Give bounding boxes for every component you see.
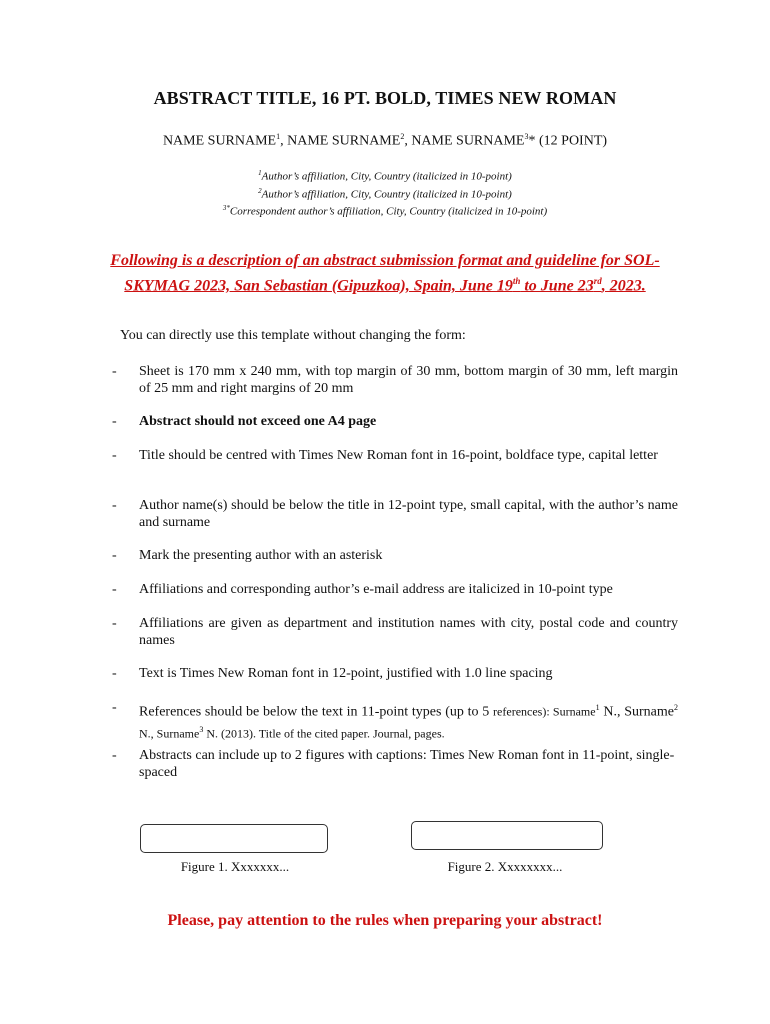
author-sep-1: , (280, 133, 288, 149)
reference-sup-2: 2 (674, 703, 678, 712)
notice-part-2: to June 23 (520, 277, 594, 295)
affiliation-1 (0, 166, 770, 184)
affiliation-2-text: Author’s affiliation, City, Country (italicized in 10-point) (261, 188, 512, 201)
closing-remark: Please, pay attention to the rules when preparing your abstract! (167, 912, 603, 929)
affiliation-3-sup: 3* (222, 204, 230, 213)
bullet-marker: - (112, 582, 117, 597)
abstract-title: ABSTRACT TITLE, 16 PT. BOLD, TIMES NEW ROMAN (153, 88, 617, 108)
affiliation-2 (0, 184, 770, 202)
reference-text-2: references): Surname (493, 704, 596, 719)
submission-notice (90, 251, 680, 296)
bullet-text: Author name(s) should be below the title in 12-point type, small capital, with the author’s name and surname (139, 498, 678, 530)
author-3-sup: 3 (524, 132, 529, 141)
author-1-sup: 1 (276, 132, 281, 141)
affiliations-block (0, 166, 770, 219)
bullet-marker: - (112, 414, 117, 429)
bullet-marker: - (112, 748, 117, 763)
bullet-marker: - (112, 498, 117, 513)
author-sep-2: , (404, 133, 412, 149)
bullet-marker: - (112, 364, 117, 379)
affiliation-3-text: Correspondent author’s affiliation, City, Country (italicized in 10-point) (229, 205, 548, 218)
affiliation-3 (0, 201, 770, 219)
bullet-text: Abstract should not exceed one A4 page (139, 414, 377, 429)
bullet-text: Title should be centred with Times New Roman font in 16-point, boldface type, capital letter (139, 448, 658, 463)
bullet-text (139, 699, 678, 742)
bullet-text: Sheet is 170 mm x 240 mm, with top margin of 30 mm, bottom margin of 30 mm, left margin of 25 mm and right margins of 20 mm (139, 364, 678, 396)
author-line (0, 132, 770, 150)
affiliation-1-sup: 1 (258, 169, 262, 177)
reference-text-5: N. (2013). Title of the cited paper. Journal, pages. (203, 726, 445, 741)
author-tail: * (12 POINT) (528, 133, 608, 149)
bullet-marker: - (112, 548, 117, 563)
figure-2-caption: Figure 2. Xxxxxxxx... (447, 859, 563, 874)
intro-text: You can directly use this template without changing the form: (120, 328, 466, 343)
bullet-marker: - (112, 448, 117, 463)
bullet-text: Mark the presenting author with an asterisk (139, 548, 383, 563)
author-2: NAME SURNAME (287, 133, 401, 149)
bullet-text: Abstracts can include up to 2 figures with captions: Times New Roman font in 11-point, single-spaced (139, 748, 675, 780)
author-2-sup: 2 (400, 132, 405, 141)
reference-sup-1: 1 (595, 703, 600, 712)
reference-text-1: References should be below the text in 11-point types (up to 5 (139, 704, 494, 720)
reference-sup-3: 3 (199, 724, 204, 734)
notice-part-1: Following is a description of an abstract submission format and guideline for SOL-SKYMAG 2023, San Sebastian (Gipuzkoa), Spain, June 19 (110, 252, 660, 295)
notice-part-3: , 2023. (601, 277, 646, 295)
reference-text-4: N., Surname (139, 726, 200, 741)
reference-text-3: N., Surname (599, 704, 674, 720)
bullet-text: Text is Times New Roman font in 12-point, justified with 1.0 line spacing (139, 666, 553, 681)
bullet-marker: - (112, 616, 117, 631)
bullet-text: Affiliations and corresponding author’s e-mail address are italicized in 10-point type (139, 582, 613, 597)
bullet-marker: - (112, 700, 117, 715)
figure-1-placeholder (140, 824, 328, 853)
bullet-marker: - (112, 666, 117, 681)
figure-1-caption: Figure 1. Xxxxxxx... (180, 859, 290, 874)
affiliation-1-text: Author’s affiliation, City, Country (italicized in 10-point) (261, 170, 512, 183)
notice-sup-2: rd (593, 276, 602, 286)
affiliation-2-sup: 2 (258, 186, 262, 195)
author-3: NAME SURNAME (411, 133, 525, 149)
figure-2-placeholder (411, 821, 603, 850)
notice-sup-1: th (512, 276, 521, 286)
bullet-text: Affiliations are given as department and institution names with city, postal code and country names (139, 616, 678, 648)
author-1: NAME SURNAME (162, 133, 277, 149)
